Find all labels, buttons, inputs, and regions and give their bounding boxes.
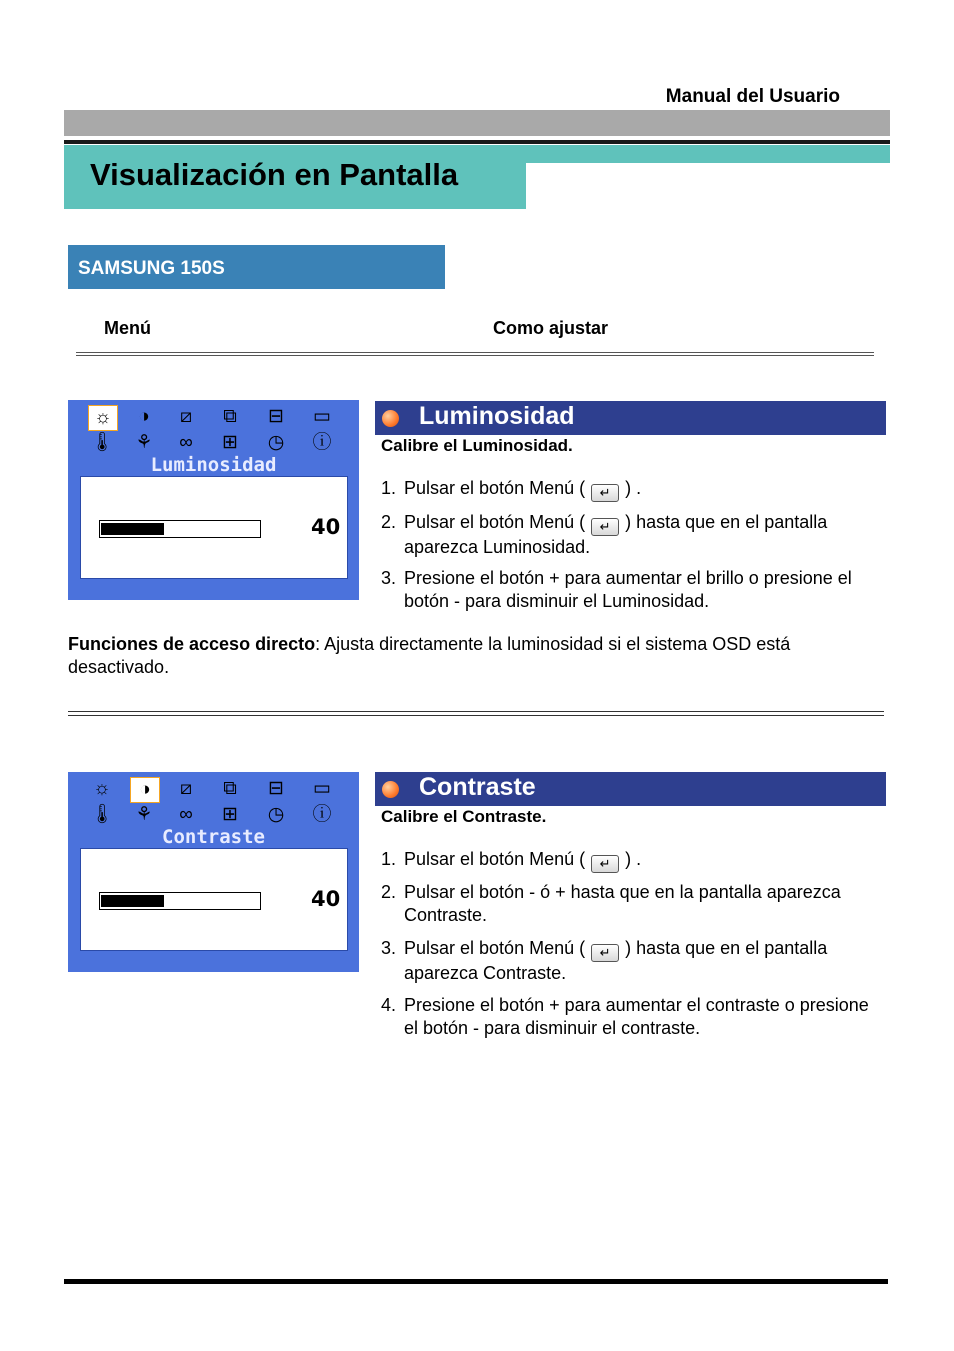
shortcut-note bbox=[68, 633, 888, 679]
size-icon: ⧉ bbox=[223, 406, 237, 427]
thermometer-icon: 🌡 bbox=[89, 804, 115, 825]
palette-icon: ⚘ bbox=[135, 804, 153, 825]
section-header-luminosidad bbox=[375, 401, 886, 435]
section-header-contraste bbox=[375, 772, 886, 806]
section-subtitle: Calibre el Luminosidad. bbox=[381, 436, 573, 455]
window-icon: ⊟ bbox=[268, 406, 284, 427]
palette-icon: ⚘ bbox=[135, 432, 153, 453]
position-icon: ⧄ bbox=[179, 406, 193, 427]
osd-title: Contraste bbox=[162, 826, 265, 848]
column-header-menu: Menú bbox=[104, 318, 151, 338]
video-icon: ▭ bbox=[313, 406, 331, 427]
sun-icon: ☼ bbox=[88, 405, 118, 431]
enter-key-icon: ↵ bbox=[591, 518, 619, 536]
shortcut-text: : Ajusta directamente la luminosidad si el sistema OSD está desactivado. bbox=[68, 634, 791, 677]
osd-level-fill bbox=[101, 895, 164, 907]
clock-icon: ◷ bbox=[267, 804, 285, 825]
osd-value: 40 bbox=[311, 515, 341, 539]
manual-label: Manual del Usuario bbox=[665, 86, 840, 107]
contrast-icon: ◑ bbox=[130, 777, 160, 803]
title-tab-corner bbox=[526, 163, 566, 209]
header-rule bbox=[64, 140, 890, 144]
bullet-icon bbox=[382, 781, 399, 798]
list-item: 3. Presione el botón + para aumentar el brillo o presione el botón - para disminuir el Luminosidad. bbox=[381, 568, 852, 611]
window-icon: ⊟ bbox=[268, 778, 284, 799]
info-icon: ⓘ bbox=[312, 432, 332, 453]
enter-key-icon: ↵ bbox=[591, 484, 619, 502]
thermometer-icon: 🌡 bbox=[89, 432, 115, 453]
clock-icon: ◷ bbox=[267, 432, 285, 453]
column-divider bbox=[76, 352, 874, 356]
video-icon: ▭ bbox=[313, 778, 331, 799]
link-icon: ∞ bbox=[179, 804, 193, 825]
osd-panel bbox=[80, 848, 348, 951]
sun-icon: ☼ bbox=[93, 778, 111, 799]
list-item: 3. Pulsar el botón Menú ( ↵ ) hasta que en el pantalla aparezca Contraste. bbox=[381, 938, 828, 983]
position-icon: ⧄ bbox=[179, 778, 193, 799]
osd-value: 40 bbox=[311, 887, 341, 911]
enter-key-icon: ↵ bbox=[591, 944, 619, 962]
model-name: SAMSUNG 150S bbox=[78, 258, 225, 279]
section-title: Contraste bbox=[419, 773, 536, 801]
section-title: Luminosidad bbox=[419, 402, 575, 430]
split-window-icon: ⊞ bbox=[222, 432, 238, 453]
list-item: 2. Pulsar el botón - ó + hasta que en la pantalla aparezca Contraste. bbox=[381, 882, 841, 925]
split-window-icon: ⊞ bbox=[222, 804, 238, 825]
osd-level-bar bbox=[99, 892, 261, 910]
header-gray-bar bbox=[64, 110, 890, 136]
osd-panel bbox=[80, 476, 348, 579]
enter-key-icon: ↵ bbox=[591, 855, 619, 873]
section-subtitle: Calibre el Contraste. bbox=[381, 807, 547, 826]
list-item: 2. Pulsar el botón Menú ( ↵ ) hasta que en el pantalla aparezca Luminosidad. bbox=[381, 512, 828, 557]
shortcut-label: Funciones de acceso directo bbox=[68, 634, 316, 654]
osd-title: Luminosidad bbox=[150, 454, 277, 476]
link-icon: ∞ bbox=[179, 432, 193, 453]
osd-contraste bbox=[68, 772, 359, 972]
bullet-icon bbox=[382, 410, 399, 427]
list-item: 1. Pulsar el botón Menú ( ↵ ) . bbox=[381, 478, 642, 500]
osd-level-fill bbox=[101, 523, 164, 535]
list-item: 1. Pulsar el botón Menú ( ↵ ) . bbox=[381, 849, 642, 871]
size-icon: ⧉ bbox=[223, 778, 237, 799]
info-icon: ⓘ bbox=[312, 804, 332, 825]
column-header-how-to-adjust: Como ajustar bbox=[493, 318, 609, 338]
section-divider bbox=[68, 711, 884, 716]
osd-level-bar bbox=[99, 520, 261, 538]
contrast-icon: ◑ bbox=[138, 406, 150, 427]
list-item: 4. Presione el botón + para aumentar el contraste o presione el botón - para disminuir el contraste. bbox=[381, 995, 869, 1038]
footer-rule bbox=[64, 1279, 888, 1284]
page-title: Visualización en Pantalla bbox=[90, 157, 459, 192]
osd-luminosidad bbox=[68, 400, 359, 600]
